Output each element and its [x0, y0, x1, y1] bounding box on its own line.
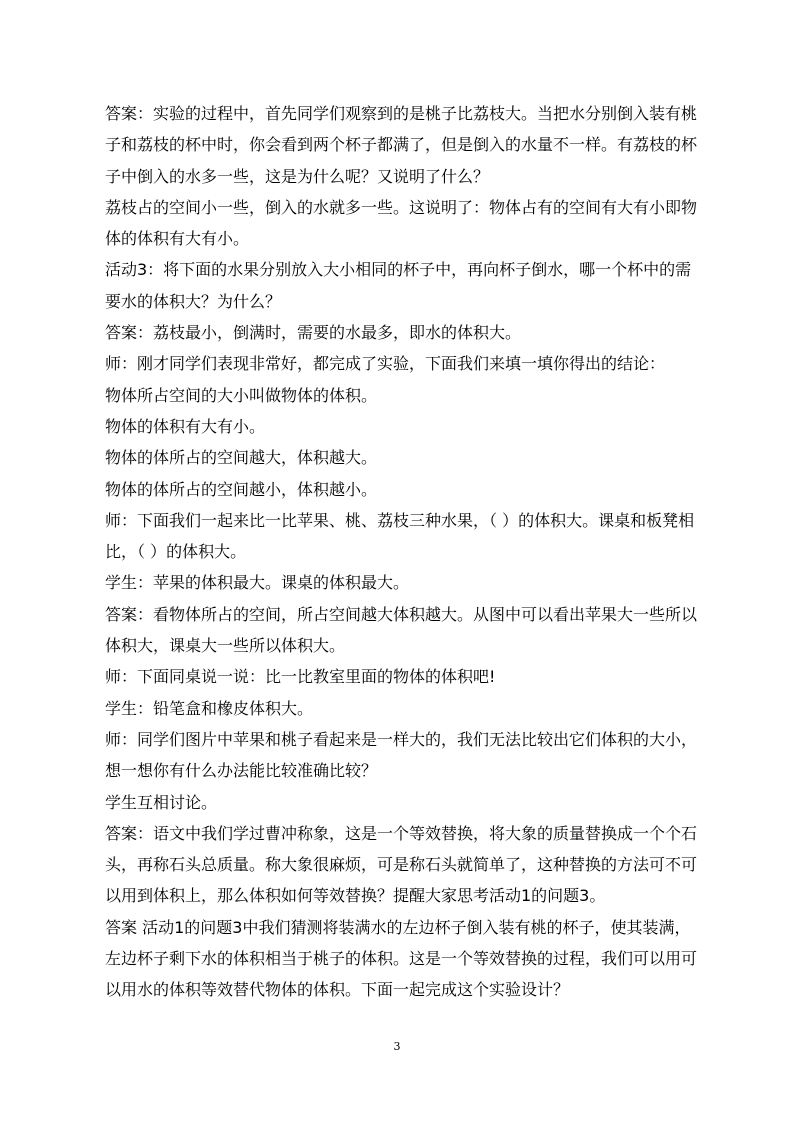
- paragraph-larger-space: 物体的体所占的空间越大，体积越大。: [105, 448, 378, 468]
- paragraph-student-pencilbox: 学生：铅笔盒和橡皮体积大。: [105, 698, 314, 718]
- paragraph-teacher-classroom: 师：下面同桌说一说：比一比教室里面的物体的体积吧!: [105, 667, 496, 687]
- paragraph-student-discussion: 学生互相讨论。: [105, 792, 218, 812]
- page-body: [105, 98, 705, 1006]
- paragraph-smaller-space: 物体的体所占的空间越小，体积越小。: [105, 479, 378, 499]
- page-number: 3: [393, 1040, 401, 1053]
- paragraph-answer-space-volume: 答案：看物体所占的空间，所占空间越大体积越大。从图中可以看出苹果大一些所以体积大，课桌大一些所以体积大。: [105, 604, 698, 656]
- paragraph-lychee-space: 荔枝占的空间小一些，倒入的水就多一些。这说明了：物体占有的空间有大有小即物体的体积有大有小。: [105, 197, 698, 249]
- paragraph-volume-varies: 物体的体积有大有小。: [105, 416, 266, 436]
- paragraph-activity-3: 活动3：将下面的水果分别放入大小相同的杯子中，再向杯子倒水，哪一个杯中的需要水的体积大？为什么？: [105, 260, 692, 311]
- paragraph-answer-equivalent-replace: 答案 活动1的问题3中我们猜测将装满水的左边杯子倒入装有桃的杯子，使其装满，左边杯子剩下水的体积相当于桃子的体积。这是一个等效替换的过程，我们可以用可以用水的体积等效替代物体的体积。下面一起完成这个实验设计？: [105, 917, 698, 1000]
- paragraph-teacher-apple-peach: 师：同学们图片中苹果和桃子看起来是一样大的，我们无法比较出它们体积的大小，想一想你有什么办法能比较准确比较？: [105, 729, 698, 781]
- paragraph-teacher-compare-fruits: 师：下面我们一起来比一比苹果、桃、荔枝三种水果，（ ）的体积大。课桌和板凳相比，（ ）的体积大。: [105, 510, 695, 562]
- paragraph-teacher-conclusion: 师：刚才同学们表现非常好，都完成了实验，下面我们来填一填你得出的结论：: [105, 354, 666, 374]
- paragraph-answer-observation: 答案：实验的过程中，首先同学们观察到的是桃子比荔枝大。当把水分别倒入装有桃子和荔枝的杯中时，你会看到两个杯子都满了，但是倒入的水量不一样。有荔枝的杯子中倒入的水多一些，这是为什么呢？又说明了什么？: [105, 104, 698, 186]
- paragraph-answer-lychee-smallest: 答案：荔枝最小，倒满时，需要的水最多，即水的体积大。: [105, 323, 522, 343]
- paragraph-volume-definition: 物体所占空间的大小叫做物体的体积。: [105, 385, 378, 405]
- paragraph-student-apple-largest: 学生：苹果的体积最大。课桌的体积最大。: [105, 573, 410, 593]
- paragraph-answer-caochong: 答案：语文中我们学过曹冲称象，这是一个等效替换，将大象的质量替换成一个个石头，再称石头总质量。称大象很麻烦，可是称石头就简单了，这种替换的方法可不可以用到体积上，那么体积如何等效替换？提醒大家思考活动1的问题3。: [105, 823, 698, 906]
